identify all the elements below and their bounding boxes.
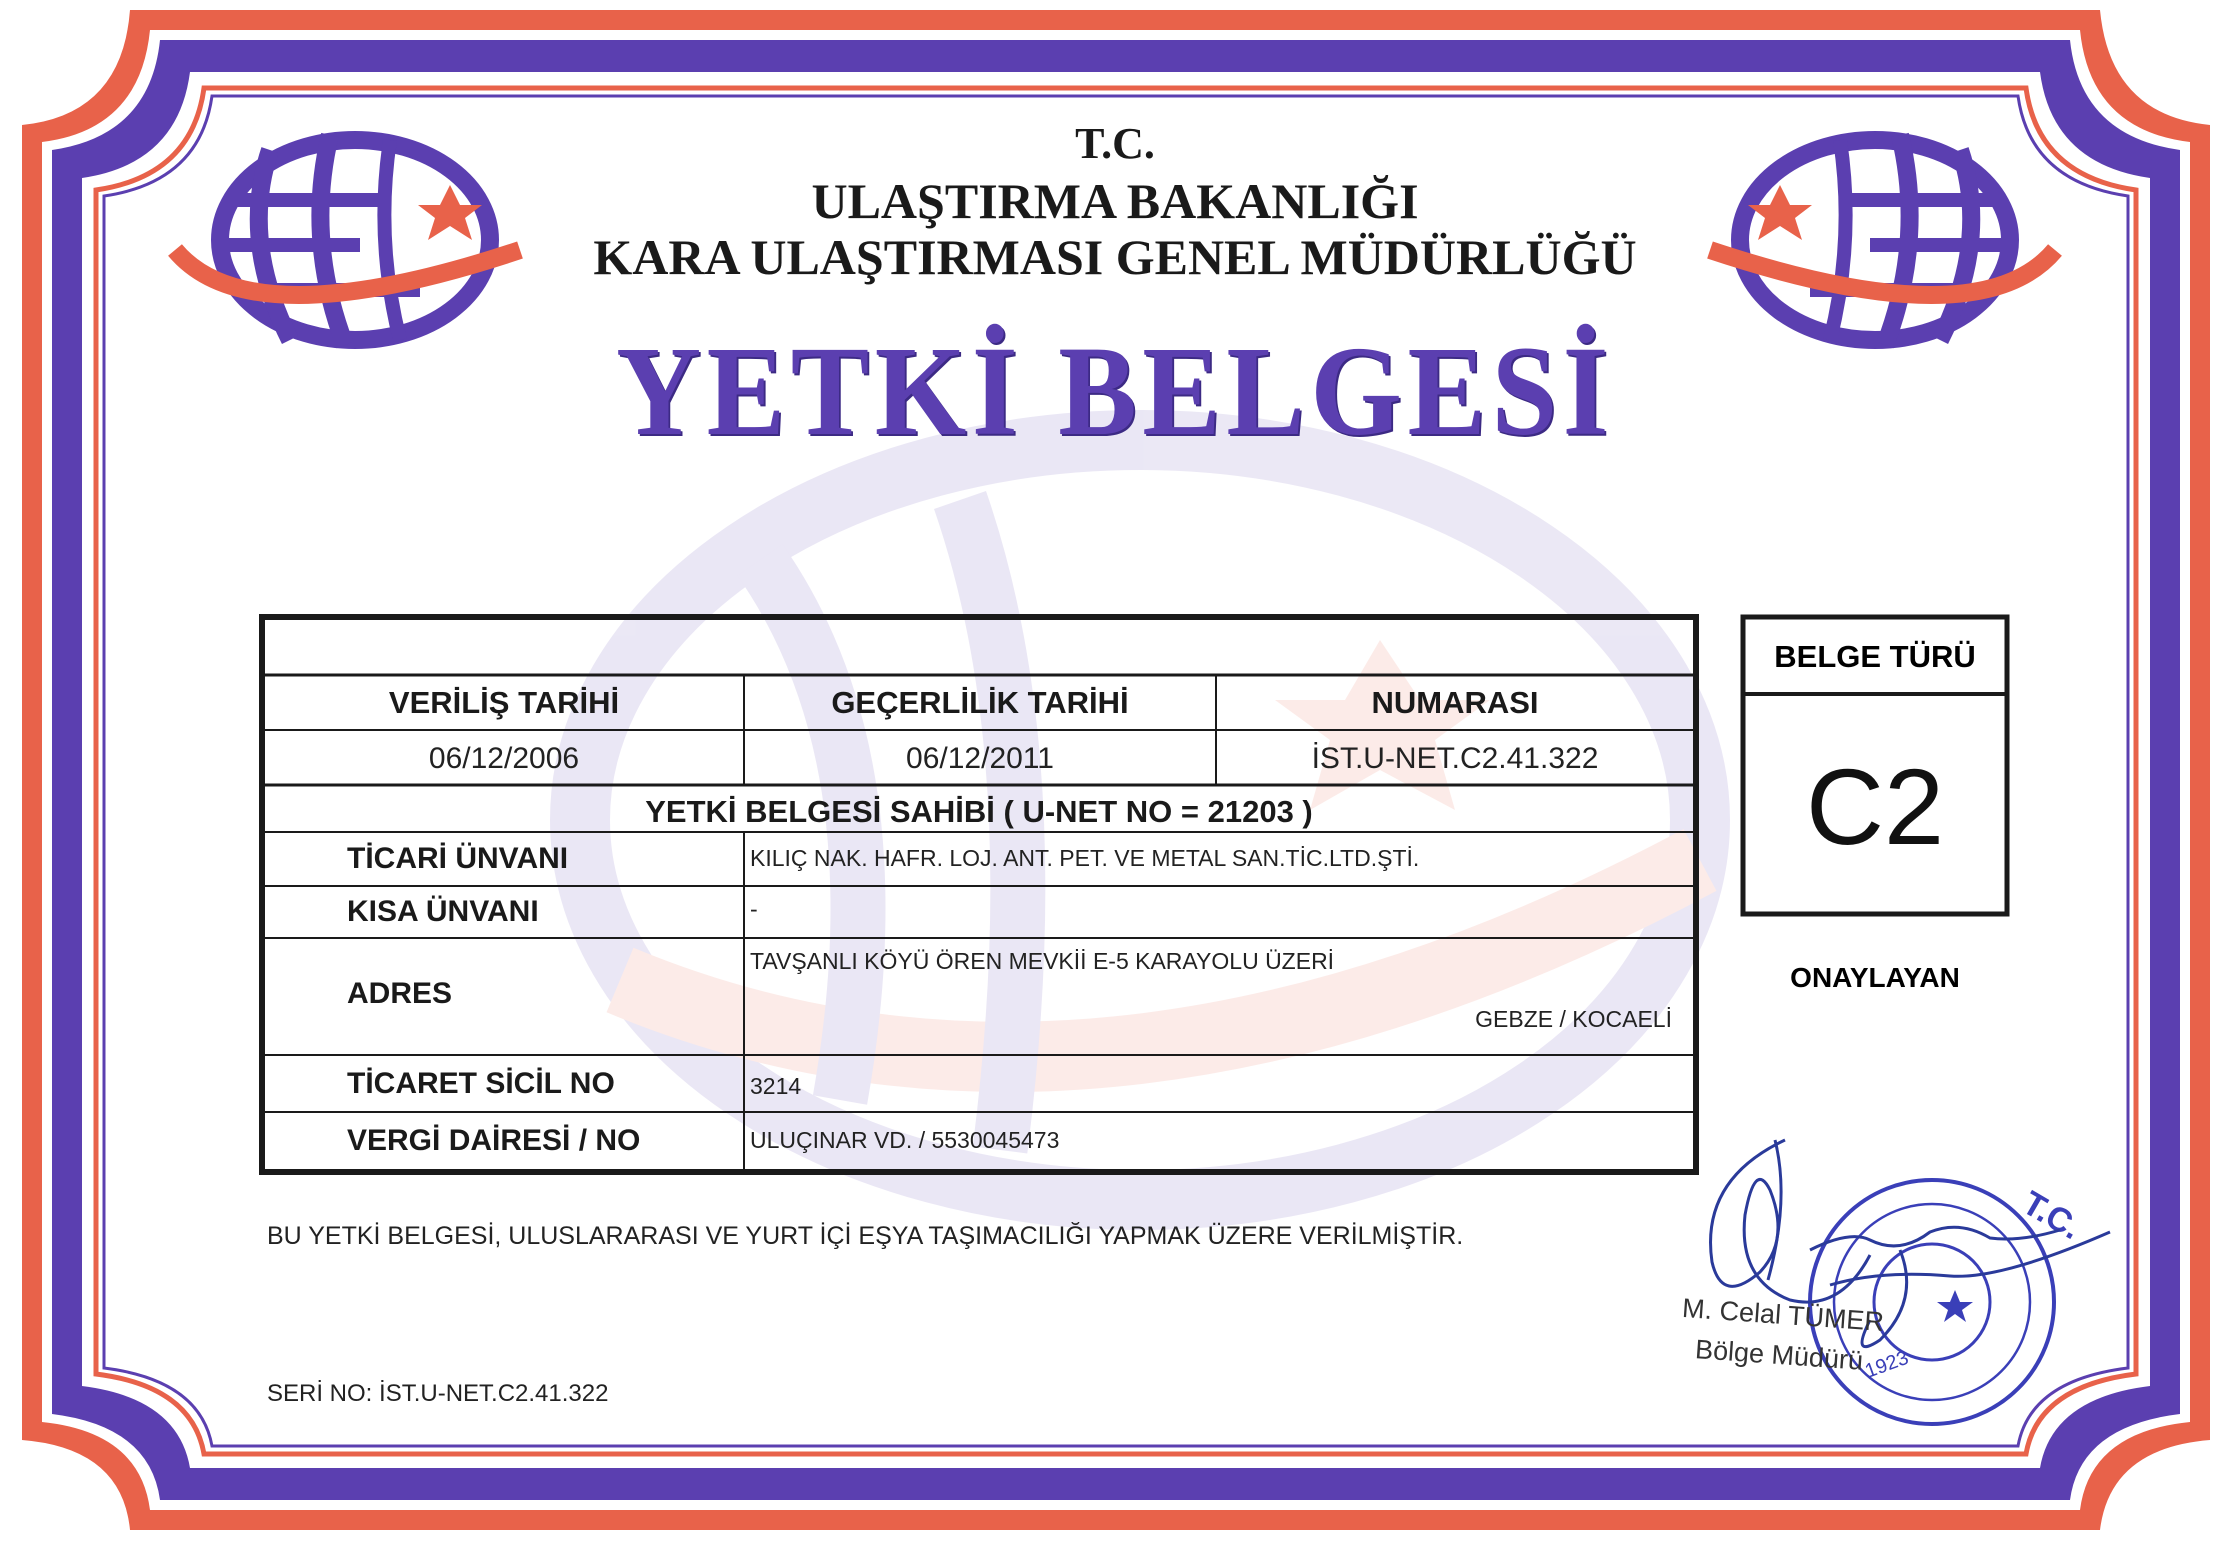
trade-name-label: TİCARİ ÜNVANI bbox=[347, 842, 569, 875]
trade-registry-value: 3214 bbox=[750, 1073, 802, 1099]
tax-office-value: ULUÇINAR VD. / 5530045473 bbox=[750, 1127, 1060, 1153]
trade-registry-label: TİCARET SİCİL NO bbox=[347, 1067, 615, 1100]
approval-label: ONAYLAYAN bbox=[1790, 962, 1960, 993]
document-title: YETKİ BELGESİ bbox=[616, 320, 1614, 462]
serial-number: SERİ NO: İST.U-NET.C2.41.322 bbox=[267, 1380, 609, 1407]
validity-date-label: GEÇERLİLİK TARİHİ bbox=[831, 685, 1129, 720]
address-value: TAVŞANLI KÖYÜ ÖREN MEVKİİ E-5 KARAYOLU ÜZERİ bbox=[750, 948, 1335, 974]
issue-date-label: VERİLİŞ TARİHİ bbox=[388, 685, 620, 720]
belge-turu-value: C2 bbox=[1805, 745, 1945, 867]
holder-heading: YETKİ BELGESİ SAHİBİ ( U-NET NO = 21203 ) bbox=[645, 794, 1313, 829]
issue-date-value: 06/12/2006 bbox=[428, 742, 580, 775]
short-name-label: KISA ÜNVANI bbox=[347, 895, 539, 928]
belge-turu-label: BELGE TÜRÜ bbox=[1774, 639, 1976, 674]
address-city-value: GEBZE / KOCAELİ bbox=[1475, 1006, 1672, 1032]
svg-text:T.C.: T.C. bbox=[2016, 1184, 2088, 1248]
validity-date-value: 06/12/2011 bbox=[906, 742, 1054, 775]
signer-name: M. Celal TÜMER bbox=[1681, 1292, 1885, 1338]
signer-title: Bölge Müdürü bbox=[1694, 1334, 1864, 1376]
trade-name-value: KILIÇ NAK. HAFR. LOJ. ANT. PET. VE METAL SAN.TİC.LTD.ŞTİ. bbox=[750, 845, 1420, 871]
tax-office-label: VERGİ DAİRESİ / NO bbox=[347, 1124, 641, 1157]
header-directorate: KARA ULAŞTIRMASI GENEL MÜDÜRLÜĞÜ bbox=[593, 229, 1637, 285]
short-name-value: - bbox=[750, 896, 758, 922]
header-tc: T.C. bbox=[1075, 119, 1155, 168]
certificate-statement: BU YETKİ BELGESİ, ULUSLARARASI VE YURT İÇİ EŞYA TAŞIMACILIĞI YAPMAK ÜZERE VERİLMİŞTİR. bbox=[267, 1222, 1464, 1250]
header-ministry: ULAŞTIRMA BAKANLIĞI bbox=[811, 173, 1419, 229]
svg-text:1923: 1923 bbox=[1862, 1346, 1912, 1383]
number-value: İST.U-NET.C2.41.322 bbox=[1311, 742, 1599, 775]
number-label: NUMARASI bbox=[1371, 685, 1539, 720]
address-label: ADRES bbox=[347, 977, 453, 1010]
